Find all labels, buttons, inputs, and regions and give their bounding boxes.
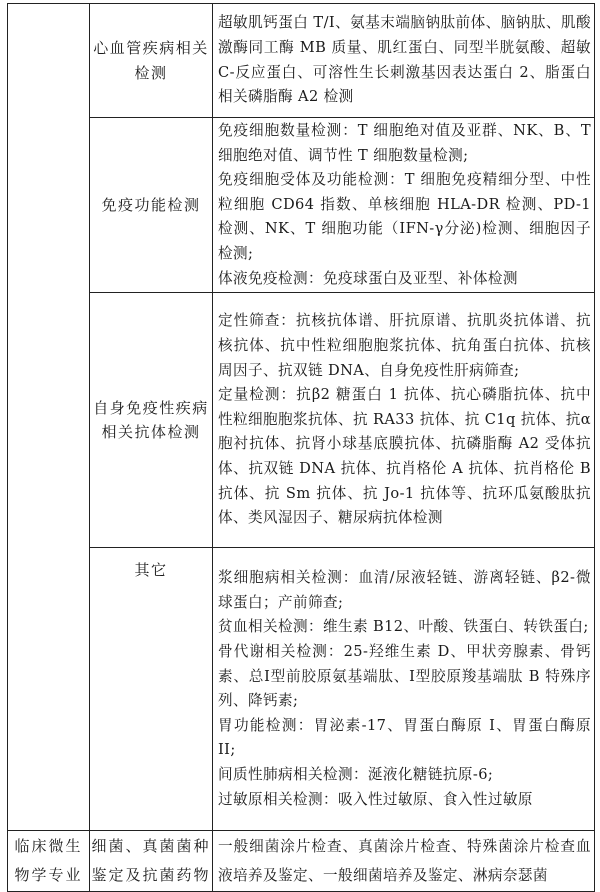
item-label: 细菌、真菌菌种鉴定及抗菌药物 <box>91 837 211 885</box>
table-row <box>8 4 595 118</box>
category-cell <box>8 831 90 892</box>
item-cell <box>90 831 213 892</box>
item-cell <box>90 548 213 831</box>
content-cell <box>213 548 595 831</box>
content-cell <box>213 293 595 548</box>
content-paragraph: 免疫细胞数量检测：T 细胞绝对值及亚群、NK、B、T 细胞绝对值、调节性 T 细胞数量检测; <box>218 122 591 164</box>
test-items-table <box>7 3 595 892</box>
content-paragraph: 体液免疫检测：免疫球蛋白及亚型、补体检测 <box>218 269 518 287</box>
content-paragraph: 贫血相关检测：维生素 B12、叶酸、铁蛋白、转铁蛋白; <box>218 618 589 636</box>
content-paragraph: 胃功能检测：胃泌素-17、胃蛋白酶原 I、胃蛋白酶原 II; <box>218 716 591 759</box>
table-row <box>8 831 595 892</box>
content-paragraph: 间质性肺病相关检测：涎液化糖链抗原-6; <box>218 765 494 783</box>
content-paragraph: 浆细胞病相关检测：血清/尿液轻链、游离轻链、β2-微球蛋白；产前筛查; <box>218 569 591 611</box>
content-paragraph: 免疫细胞受体及功能检测：T 细胞免疫精细分型、中性粒细胞 CD64 指数、单核细胞 HLA-DR 检测、PD-1 检测、NK、T 细胞功能（IFN-γ分泌)检测、细胞因子检测; <box>218 171 591 262</box>
item-cell <box>90 4 213 118</box>
content-paragraph: 一般细菌涂片检查、真菌涂片检查、特殊菌涂片检查血液培养及鉴定、一般细菌培养及鉴定、淋病奈瑟菌 <box>218 838 591 885</box>
category-label: 临床微生物学专业 <box>14 837 83 885</box>
table-row <box>8 118 595 293</box>
item-label: 免疫功能检测 <box>101 195 201 214</box>
content-cell <box>213 118 595 293</box>
category-cell <box>8 4 90 831</box>
item-cell <box>90 293 213 548</box>
content-paragraph: 定量检测：抗β2 糖蛋白 1 抗体、抗心磷脂抗体、抗中性粒细胞胞浆抗体、抗 RA33 抗体、抗 C1q 抗体、抗α胞衬抗体、抗肾小球基底膜抗体、抗磷脂酶 A2 受体抗体、抗双链 DNA 抗体、抗肖格伦 A 抗体、抗肖格伦 B 抗体、抗 Sm 抗体、抗 Jo-1 抗体等、抗环瓜氨酸肽抗体、类风湿因子、糖尿病抗体检测 <box>218 386 591 527</box>
table-row <box>8 548 595 831</box>
table-row <box>8 293 595 548</box>
content-cell <box>213 4 595 118</box>
content-cell <box>213 831 595 892</box>
content-paragraph: 超敏肌钙蛋白 T/I、氨基末端脑钠肽前体、脑钠肽、肌酸激酶同工酶 MB 质量、肌红蛋白、同型半胱氨酸、超敏 C-反应蛋白、可溶性生长刺激基因表达蛋白 2、脂蛋白相关磷脂酶 A2 检测 <box>218 14 591 106</box>
content-paragraph: 定性筛查：抗核抗体谱、肝抗原谱、抗肌炎抗体谱、抗核抗体、抗中性粒细胞胞浆抗体、抗角蛋白抗体、抗核周因子、抗双链 DNA、自身免疫性肝病筛查; <box>218 312 591 379</box>
item-cell <box>90 118 213 293</box>
item-label: 心血管疾病相关检测 <box>93 39 209 82</box>
item-label: 其它 <box>134 561 168 580</box>
content-paragraph: 骨代谢相关检测：25-羟维生素 D、甲状旁腺素、骨钙素、总Ⅰ型前胶原氨基端肽、Ⅰ型胶原羧基端肽 B 特殊序列、降钙素; <box>218 642 591 710</box>
content-paragraph: 过敏原相关检测：吸入性过敏原、食入性过敏原 <box>218 790 533 808</box>
item-label: 自身免疫性疾病相关抗体检测 <box>93 398 209 442</box>
